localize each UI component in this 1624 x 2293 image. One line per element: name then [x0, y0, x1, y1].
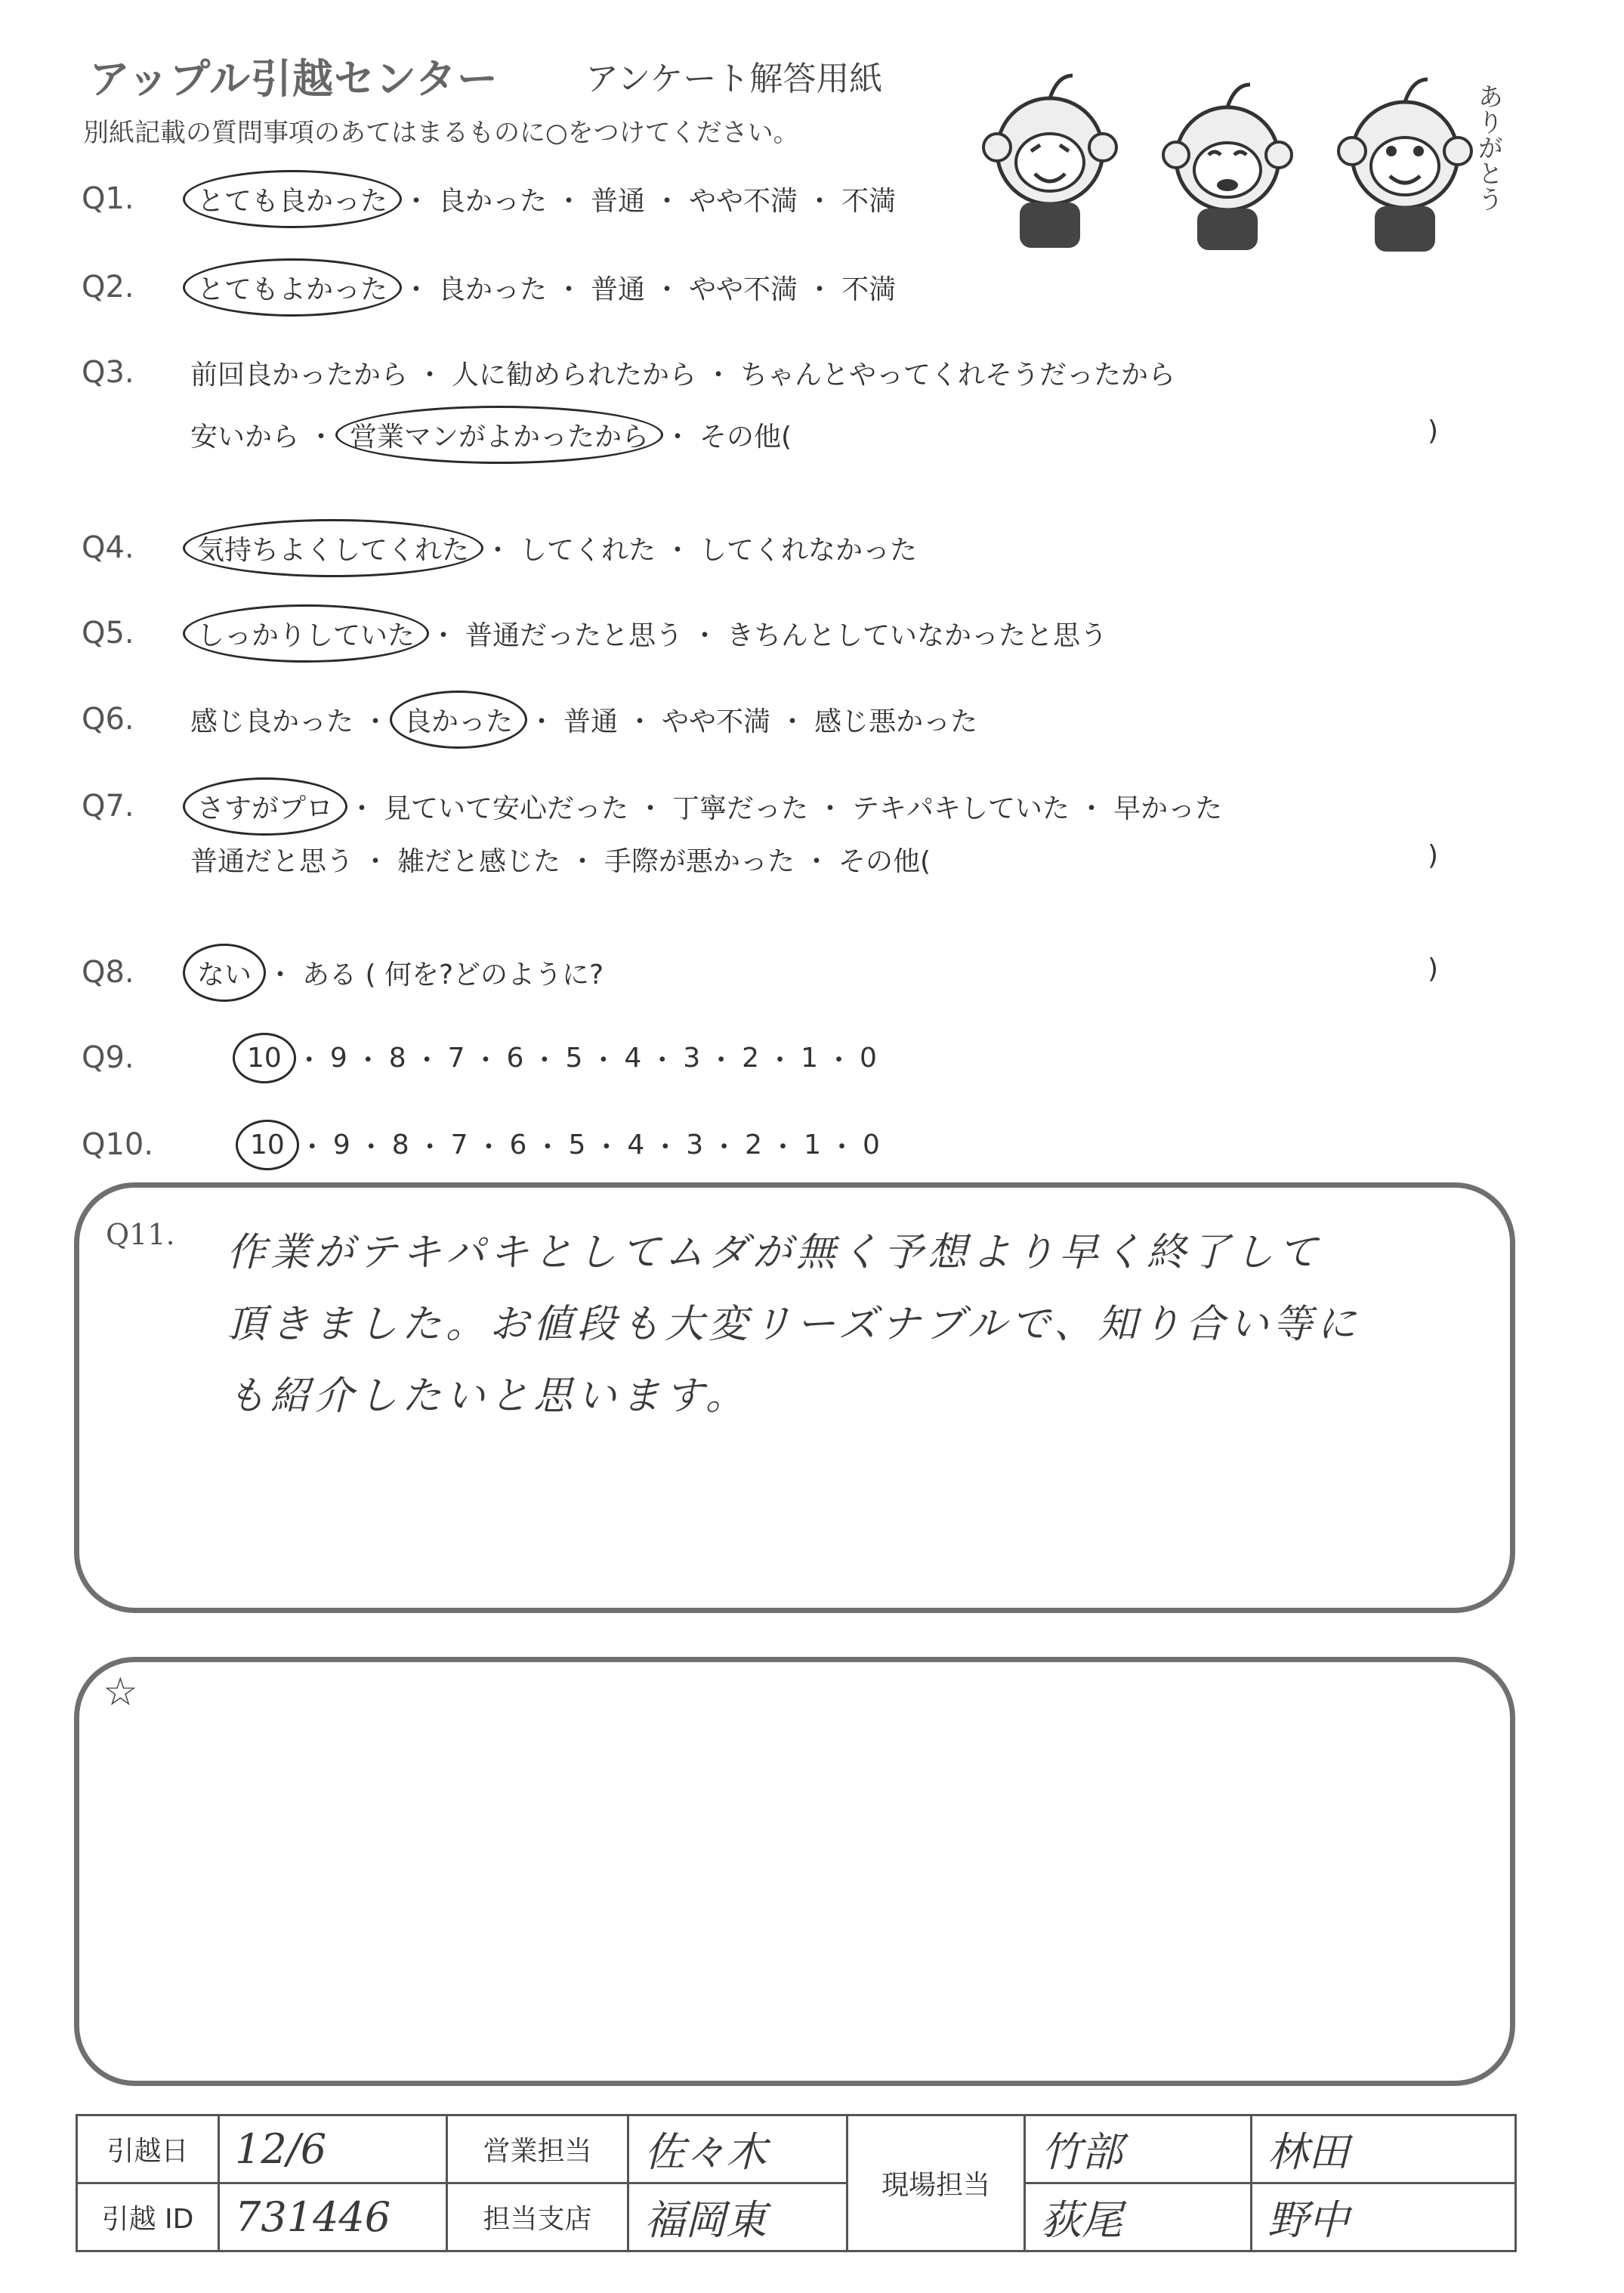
answer-option[interactable]: 8 — [388, 1043, 406, 1074]
question-label: Q9. — [82, 1040, 134, 1075]
option-separator: ・ — [648, 1045, 676, 1076]
answer-option[interactable]: 3 — [686, 1130, 704, 1160]
answer-option[interactable]: 普通だったと思う — [465, 620, 684, 651]
answer-option[interactable]: テキパキしていた — [852, 793, 1070, 824]
option-separator: ・ — [705, 360, 733, 391]
answer-option[interactable]: 丁寧だった — [672, 793, 809, 824]
branch-value: 福岡東 — [628, 2183, 848, 2251]
answer-option[interactable]: 普通だと思う — [190, 846, 354, 877]
question-label: Q2. — [82, 270, 134, 304]
site-staff-name: 荻尾 — [1025, 2183, 1252, 2251]
option-separator: ・ — [653, 186, 681, 217]
answer-options — [190, 614, 1107, 653]
answer-option[interactable]: 感じ悪かった — [814, 706, 978, 737]
option-separator: ・ — [592, 1132, 620, 1163]
answer-options — [190, 180, 896, 218]
q11-label: Q11. — [106, 1218, 175, 1251]
option-separator: ・ — [828, 1132, 856, 1163]
answer-option[interactable]: 2 — [745, 1130, 763, 1160]
option-separator: ・ — [803, 846, 831, 877]
answer-option[interactable]: してくれた — [520, 535, 656, 566]
question-label: Q8. — [82, 955, 134, 990]
option-separator: ・ — [569, 846, 597, 877]
answer-option[interactable]: 6 — [509, 1130, 527, 1160]
sales-staff-value: 佐々木 — [628, 2115, 848, 2183]
answer-option[interactable]: 0 — [862, 1130, 880, 1160]
answer-option-selected[interactable]: 気持ちよくしてくれた — [183, 519, 483, 577]
option-separator: ・ — [298, 1132, 326, 1163]
answer-options — [190, 953, 604, 992]
question-label: Q5. — [82, 616, 134, 651]
answer-option[interactable]: 手際が悪かった — [604, 846, 795, 877]
answer-option[interactable]: 安いから — [190, 422, 300, 453]
option-separator: ・ — [267, 960, 295, 990]
answer-option[interactable]: やや不満 — [689, 186, 798, 217]
answer-options — [240, 1039, 877, 1077]
answer-option-selected[interactable]: 良かった — [390, 691, 527, 749]
question-label: Q6. — [82, 702, 134, 737]
answer-option[interactable]: 良かった — [438, 186, 548, 217]
answer-option[interactable]: 普通 — [591, 186, 646, 217]
answer-option[interactable]: 5 — [565, 1043, 583, 1074]
answer-option-selected[interactable]: とても良かった — [183, 170, 402, 228]
move-id-value: 731446 — [219, 2183, 447, 2251]
answer-option[interactable]: その他( — [699, 422, 792, 453]
mascot-caption: ありがとう — [1473, 83, 1503, 212]
option-separator: ・ — [555, 186, 583, 217]
option-separator: ・ — [530, 1045, 558, 1076]
answer-options — [243, 1126, 880, 1164]
monkey-face-icon — [983, 76, 1116, 248]
site-staff-name: 野中 — [1252, 2183, 1516, 2251]
option-separator: ・ — [533, 1132, 561, 1163]
answer-option[interactable]: 0 — [859, 1043, 877, 1074]
option-separator: ・ — [413, 1045, 441, 1076]
question-label: Q7. — [82, 789, 134, 824]
answer-option-selected[interactable]: ない — [183, 944, 266, 1002]
option-separator: ・ — [806, 274, 834, 305]
option-separator: ・ — [430, 620, 458, 651]
option-separator: ・ — [766, 1045, 794, 1076]
answer-option[interactable]: 1 — [801, 1043, 818, 1074]
option-separator: ・ — [403, 274, 431, 305]
footer-table — [76, 2114, 1517, 2252]
answer-option-selected[interactable]: しっかりしていた — [183, 604, 429, 663]
question-label: Q4. — [82, 530, 134, 565]
answer-option[interactable]: やや不満 — [689, 274, 798, 305]
option-separator: ・ — [555, 274, 583, 305]
answer-option[interactable]: 前回良かったから — [190, 360, 409, 391]
option-separator: ・ — [307, 422, 335, 453]
site-staff-label: 現場担当 — [848, 2115, 1025, 2251]
answer-option[interactable]: 3 — [683, 1043, 701, 1074]
answer-option[interactable]: 不満 — [841, 186, 897, 217]
site-staff-name: 林田 — [1252, 2115, 1516, 2183]
move-id-label: 引越 ID — [77, 2183, 219, 2251]
answer-options — [190, 354, 1175, 392]
option-separator: ・ — [651, 1132, 679, 1163]
answer-options — [190, 529, 917, 567]
option-separator: ・ — [295, 1045, 323, 1076]
answer-options — [190, 416, 792, 454]
close-paren: ) — [1428, 953, 1439, 984]
option-separator: ・ — [779, 706, 807, 737]
instruction-text: 別紙記載の質問事項のあてはまるものに○をつけてください。 — [83, 118, 799, 148]
option-separator: ・ — [472, 1045, 500, 1076]
answer-option[interactable]: 雑だと感じた — [397, 846, 561, 877]
option-separator: ・ — [653, 274, 681, 305]
move-date-value: 12/6 — [219, 2115, 447, 2183]
answer-option[interactable]: 1 — [804, 1130, 821, 1160]
answer-option[interactable]: 良かった — [438, 274, 548, 305]
site-staff-name: 竹部 — [1025, 2115, 1252, 2183]
answer-option[interactable]: 早かった — [1113, 793, 1223, 824]
answer-option[interactable]: 8 — [391, 1130, 409, 1160]
monkey-face-icon — [1338, 79, 1471, 252]
option-separator: ・ — [528, 706, 556, 737]
option-separator: ・ — [825, 1045, 853, 1076]
q11-comment-line: 作業がテキパキとしてムダが無く予想より早く終了して — [227, 1230, 1323, 1275]
option-separator: ・ — [710, 1132, 738, 1163]
answer-option[interactable]: 6 — [506, 1043, 524, 1074]
sales-staff-label: 営業担当 — [447, 2115, 628, 2183]
option-separator: ・ — [362, 706, 390, 737]
form-subtitle: アンケート解答用紙 — [585, 60, 883, 98]
option-separator: ・ — [416, 360, 444, 391]
q11-comment-line: 頂きました。お値段も大変リーズナブルで、知り合い等に — [227, 1302, 1361, 1347]
option-separator: ・ — [626, 706, 654, 737]
answer-option[interactable]: 見ていて安心だった — [384, 793, 629, 824]
option-separator: ・ — [664, 422, 692, 453]
option-separator: ・ — [637, 793, 665, 824]
q11-comment-line: も紹介したいと思います。 — [227, 1374, 749, 1419]
answer-option[interactable]: きちんとしていなかったと思う — [727, 620, 1108, 651]
answer-option-selected[interactable]: さすがプロ — [183, 777, 347, 836]
option-separator: ・ — [484, 535, 512, 566]
option-separator: ・ — [1078, 793, 1106, 824]
answer-options — [190, 787, 1222, 826]
question-label: Q3. — [82, 355, 134, 390]
option-separator: ・ — [348, 793, 376, 824]
option-separator: ・ — [664, 535, 692, 566]
question-label: Q1. — [82, 181, 134, 216]
option-separator: ・ — [475, 1132, 503, 1163]
option-separator: ・ — [806, 186, 834, 217]
answer-option[interactable]: 2 — [742, 1043, 760, 1074]
question-label: Q10. — [82, 1127, 154, 1162]
option-separator: ・ — [589, 1045, 617, 1076]
option-separator: ・ — [357, 1132, 385, 1163]
close-paren: ) — [1428, 416, 1439, 447]
branch-label: 担当支店 — [447, 2183, 628, 2251]
answer-option[interactable]: やや不満 — [662, 706, 771, 737]
answer-option[interactable]: 9 — [332, 1130, 350, 1160]
answer-option[interactable]: 9 — [329, 1043, 347, 1074]
brand-title: アップル引越センター — [89, 55, 499, 103]
answer-options — [190, 268, 896, 307]
option-separator: ・ — [707, 1045, 735, 1076]
answer-option[interactable]: ある ( 何を?どのように? — [302, 960, 604, 990]
option-separator: ・ — [403, 186, 431, 217]
answer-option[interactable]: 4 — [624, 1043, 642, 1074]
answer-option[interactable]: その他( — [838, 846, 931, 877]
option-separator: ・ — [416, 1132, 444, 1163]
option-separator: ・ — [691, 620, 719, 651]
answer-option[interactable]: 5 — [568, 1130, 586, 1160]
answer-option[interactable]: 感じ良かった — [190, 706, 354, 737]
move-date-label: 引越日 — [77, 2115, 219, 2183]
answer-option[interactable]: 不満 — [841, 274, 897, 305]
answer-option-selected[interactable]: 10 — [236, 1120, 299, 1170]
answer-option-selected[interactable]: 10 — [233, 1033, 296, 1083]
answer-option[interactable]: 人に勧められたから — [452, 360, 697, 391]
answer-option[interactable]: 7 — [450, 1130, 468, 1160]
answer-option[interactable]: 4 — [627, 1130, 645, 1160]
answer-option-selected[interactable]: 営業マンがよかったから — [335, 406, 663, 464]
answer-option[interactable]: してくれなかった — [699, 535, 918, 566]
option-separator: ・ — [354, 1045, 382, 1076]
close-paren: ) — [1428, 840, 1439, 871]
option-separator: ・ — [362, 846, 390, 877]
mascot-illustration — [997, 30, 1503, 257]
star-icon: ☆ — [103, 1670, 138, 1715]
option-separator: ・ — [769, 1132, 797, 1163]
answer-option-selected[interactable]: とてもよかった — [183, 258, 402, 317]
option-separator: ・ — [817, 793, 844, 824]
answer-options — [190, 840, 931, 879]
monkey-face-icon — [1163, 85, 1292, 250]
answer-options — [190, 700, 977, 739]
answer-option[interactable]: 7 — [447, 1043, 465, 1074]
note-box — [74, 1657, 1515, 2086]
answer-option[interactable]: 普通 — [563, 706, 619, 737]
answer-option[interactable]: 普通 — [591, 274, 646, 305]
answer-option[interactable]: ちゃんとやってくれそうだったから — [740, 360, 1176, 391]
